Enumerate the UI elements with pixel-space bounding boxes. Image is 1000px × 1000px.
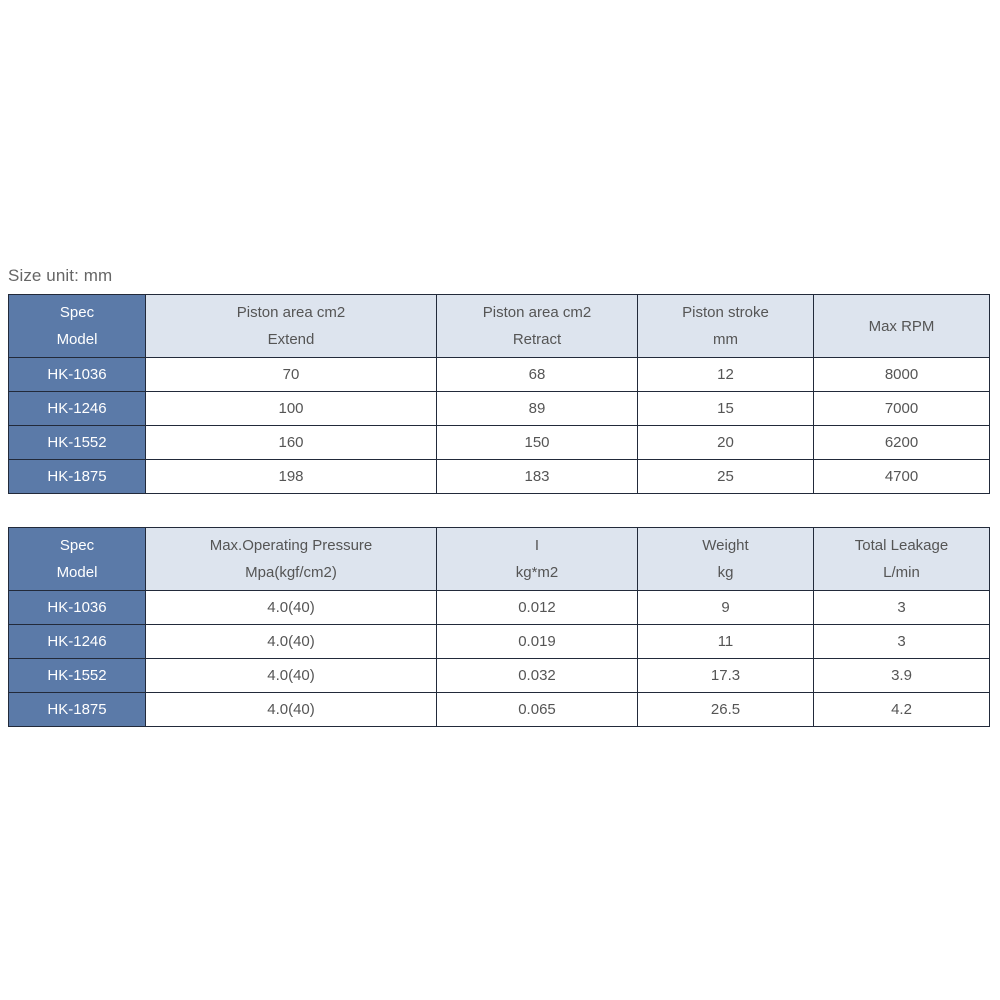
column-header-piston-area-retract: [437, 295, 638, 358]
value-cell: 68: [437, 358, 638, 392]
value-cell: 3: [814, 591, 990, 625]
value-cell: 0.065: [437, 693, 638, 727]
model-cell: HK-1552: [9, 659, 146, 693]
model-label: Model: [56, 331, 98, 348]
column-header-line2: Mpa(kgf/cm2): [245, 564, 337, 581]
spec-table-operating: [8, 527, 990, 727]
value-cell: 15: [638, 392, 814, 426]
spec-table-performance: [8, 294, 990, 494]
column-header-line1: Max RPM: [868, 317, 935, 335]
value-cell: 70: [146, 358, 437, 392]
model-cell: HK-1246: [9, 392, 146, 426]
value-cell: 4.0(40): [146, 693, 437, 727]
value-cell: 4700: [814, 460, 990, 494]
value-cell: 183: [437, 460, 638, 494]
value-cell: 17.3: [638, 659, 814, 693]
column-header-line2: Retract: [512, 331, 562, 348]
table-header-row: [9, 528, 990, 591]
column-header-line1: Piston stroke: [682, 304, 769, 321]
value-cell: 11: [638, 625, 814, 659]
value-cell: 4.2: [814, 693, 990, 727]
value-cell: 198: [146, 460, 437, 494]
value-cell: 0.012: [437, 591, 638, 625]
column-header-line1: Piston area cm2: [236, 304, 346, 321]
value-cell: 6200: [814, 426, 990, 460]
column-header-line1: Total Leakage: [854, 537, 949, 554]
column-header-piston-stroke: [638, 295, 814, 358]
column-header-line2: Extend: [267, 331, 315, 348]
value-cell: 100: [146, 392, 437, 426]
size-unit-label: Size unit: mm: [8, 266, 113, 285]
column-header-total-leakage: [814, 528, 990, 591]
table-row: [9, 625, 990, 659]
value-cell: 25: [638, 460, 814, 494]
value-cell: 26.5: [638, 693, 814, 727]
spec-model-header: [9, 295, 146, 358]
value-cell: 3.9: [814, 659, 990, 693]
table-row: [9, 358, 990, 392]
value-cell: 150: [437, 426, 638, 460]
model-cell: HK-1036: [9, 591, 146, 625]
column-header-max-rpm: [814, 295, 990, 358]
spec-label: Spec: [59, 304, 95, 321]
table-row: [9, 659, 990, 693]
model-label: Model: [56, 564, 98, 581]
value-cell: 89: [437, 392, 638, 426]
table-row: [9, 426, 990, 460]
table-header-row: [9, 295, 990, 358]
table-row: [9, 392, 990, 426]
column-header-line2: kg*m2: [515, 564, 559, 581]
spec-label: Spec: [59, 537, 95, 554]
table-row: [9, 591, 990, 625]
value-cell: 160: [146, 426, 437, 460]
column-header-max-operating-pressure: [146, 528, 437, 591]
value-cell: 3: [814, 625, 990, 659]
table-row: [9, 693, 990, 727]
table-row: [9, 460, 990, 494]
value-cell: 12: [638, 358, 814, 392]
model-cell: HK-1246: [9, 625, 146, 659]
column-header-inertia: [437, 528, 638, 591]
value-cell: 0.032: [437, 659, 638, 693]
model-cell: HK-1552: [9, 426, 146, 460]
value-cell: 4.0(40): [146, 659, 437, 693]
model-cell: HK-1036: [9, 358, 146, 392]
value-cell: 20: [638, 426, 814, 460]
column-header-line2: L/min: [883, 564, 920, 581]
value-cell: 4.0(40): [146, 591, 437, 625]
column-header-line1: Max.Operating Pressure: [209, 537, 373, 554]
column-header-line2: kg: [717, 564, 734, 581]
column-header-line1: Weight: [702, 537, 749, 554]
value-cell: 7000: [814, 392, 990, 426]
column-header-piston-area-extend: [146, 295, 437, 358]
column-header-line1: I: [534, 537, 540, 554]
column-header-weight: [638, 528, 814, 591]
column-header-line2: mm: [713, 331, 738, 348]
spec-model-header: [9, 528, 146, 591]
model-cell: HK-1875: [9, 460, 146, 494]
value-cell: 4.0(40): [146, 625, 437, 659]
column-header-line1: Piston area cm2: [482, 304, 592, 321]
value-cell: 9: [638, 591, 814, 625]
value-cell: 8000: [814, 358, 990, 392]
model-cell: HK-1875: [9, 693, 146, 727]
value-cell: 0.019: [437, 625, 638, 659]
